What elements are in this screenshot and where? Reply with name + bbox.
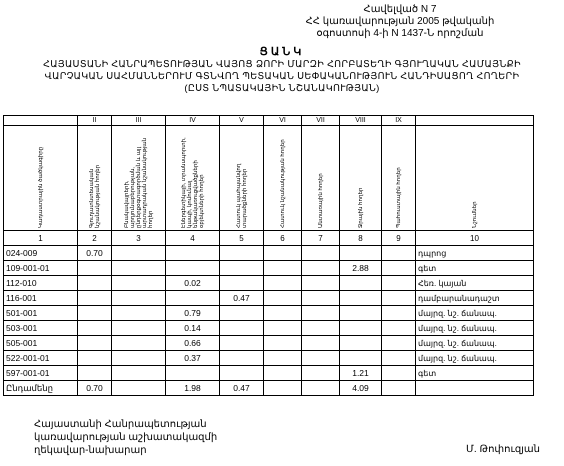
area-cell bbox=[302, 261, 340, 276]
area-cell bbox=[78, 261, 112, 276]
signatory-title bbox=[34, 418, 217, 457]
area-cell bbox=[220, 261, 264, 276]
area-cell bbox=[112, 306, 166, 321]
table-row bbox=[4, 366, 534, 381]
area-cell bbox=[302, 306, 340, 321]
area-cell bbox=[166, 261, 220, 276]
signatory-line: կառավարության աշխատակազմի bbox=[34, 432, 218, 443]
total-cell: 1.98 bbox=[166, 381, 220, 396]
appendix-line: Հավելված N 7 bbox=[363, 4, 437, 15]
area-cell bbox=[340, 306, 382, 321]
area-cell bbox=[340, 321, 382, 336]
total-cell bbox=[302, 381, 340, 396]
area-cell bbox=[112, 321, 166, 336]
area-cell bbox=[302, 291, 340, 306]
header-cell: VI Հատուկ նշանակության հողեր bbox=[264, 116, 302, 231]
cadastral-code: 503-001 bbox=[4, 321, 78, 336]
area-cell bbox=[264, 261, 302, 276]
table-row bbox=[4, 276, 534, 291]
area-cell bbox=[382, 336, 416, 351]
title-line: ՀԱՅԱՍՏԱՆԻ ՀԱՆՐԱՊԵՏՈՒԹՅԱՆ ՎԱՅՈՑ ՁՈՐԻ ՄԱՐԶԻ ՀՈՐԲԱՏԵՂԻ ԳՅՈՒՂԱԿԱՆ ՀԱՄԱՅՆՔԻ bbox=[43, 59, 521, 70]
cadastral-code: 116-001 bbox=[4, 291, 78, 306]
area-cell bbox=[78, 276, 112, 291]
column-number-row bbox=[4, 231, 534, 246]
area-cell bbox=[302, 351, 340, 366]
note-cell: մայրզ. նշ. ճանապ. bbox=[416, 321, 534, 336]
land-table bbox=[3, 115, 534, 396]
area-cell bbox=[78, 291, 112, 306]
area-cell bbox=[220, 276, 264, 291]
area-cell bbox=[112, 351, 166, 366]
cadastral-code: 505-001 bbox=[4, 336, 78, 351]
column-number: 5 bbox=[220, 231, 264, 246]
area-cell bbox=[264, 246, 302, 261]
header-cell: VIII Ջրային հողեր bbox=[340, 116, 382, 231]
column-number: 3 bbox=[112, 231, 166, 246]
title-line: ՎԱՐՉԱԿԱՆ ՍԱՀՄԱՆՆԵՐՈՒՄ ԳՏՆՎՈՂ ՊԵՏԱԿԱՆ ՍԵՓԱԿԱՆՈՒԹՅՈՒՆ ՀԱՆԴԻՍԱՑՈՂ ՀՈՂԵՐԻ bbox=[44, 71, 520, 82]
area-cell bbox=[382, 306, 416, 321]
total-cell: 4.09 bbox=[340, 381, 382, 396]
cadastral-code: 109-001-01 bbox=[4, 261, 78, 276]
signatory-name: Մ. Թոփուզյան bbox=[466, 444, 540, 455]
area-cell bbox=[220, 336, 264, 351]
area-cell bbox=[382, 291, 416, 306]
column-number: 4 bbox=[166, 231, 220, 246]
table-row bbox=[4, 246, 534, 261]
cadastral-code: 501-001 bbox=[4, 306, 78, 321]
title-main: ՑԱՆԿ bbox=[259, 46, 305, 58]
cadastral-code: 597-001-01 bbox=[4, 366, 78, 381]
area-cell bbox=[112, 246, 166, 261]
area-cell: 0.79 bbox=[166, 306, 220, 321]
area-cell bbox=[220, 246, 264, 261]
signatory-line: ղեկավար-նախարար bbox=[34, 445, 147, 456]
area-cell bbox=[264, 351, 302, 366]
header-cell: VII Անտառային հողեր bbox=[302, 116, 340, 231]
area-cell bbox=[112, 276, 166, 291]
area-cell bbox=[302, 246, 340, 261]
area-cell bbox=[220, 351, 264, 366]
area-cell bbox=[382, 246, 416, 261]
area-cell bbox=[112, 261, 166, 276]
appendix-header bbox=[270, 4, 530, 40]
area-cell bbox=[264, 336, 302, 351]
header-cell: Նշումներ bbox=[416, 116, 534, 231]
table-row bbox=[4, 291, 534, 306]
column-number: 10 bbox=[416, 231, 534, 246]
area-cell: 0.47 bbox=[220, 291, 264, 306]
area-cell bbox=[78, 336, 112, 351]
header-cell: V Հատուկ պահպանվող տարածքների հողեր bbox=[220, 116, 264, 231]
column-number: 1 bbox=[4, 231, 78, 246]
area-cell bbox=[78, 321, 112, 336]
table-row bbox=[4, 336, 534, 351]
area-cell bbox=[302, 336, 340, 351]
note-cell: դամբարանադաշտ bbox=[416, 291, 534, 306]
header-cell: II Գյուղատնտեսական նշանակության հողեր bbox=[78, 116, 112, 231]
area-cell bbox=[264, 366, 302, 381]
appendix-line: ՀՀ կառավարության 2005 թվականի bbox=[305, 16, 495, 27]
title-line: (ԸՍՏ ՆՊԱՏԱԿԱՅԻՆ ՆՇԱՆԱԿՈՒԹՅԱՆ) bbox=[184, 83, 380, 94]
area-cell bbox=[340, 246, 382, 261]
area-cell: 0.14 bbox=[166, 321, 220, 336]
area-cell bbox=[264, 306, 302, 321]
cadastral-code: 112-010 bbox=[4, 276, 78, 291]
area-cell bbox=[340, 291, 382, 306]
area-cell: 2.88 bbox=[340, 261, 382, 276]
document-title bbox=[0, 46, 564, 95]
column-number: 9 bbox=[382, 231, 416, 246]
total-cell bbox=[416, 381, 534, 396]
total-cell bbox=[382, 381, 416, 396]
header-cell: IX Պահուստային հողեր bbox=[382, 116, 416, 231]
area-cell: 1.21 bbox=[340, 366, 382, 381]
area-cell bbox=[264, 276, 302, 291]
area-cell bbox=[340, 351, 382, 366]
total-cell bbox=[264, 381, 302, 396]
area-cell bbox=[166, 291, 220, 306]
cadastral-code: 522-001-01 bbox=[4, 351, 78, 366]
total-label: Ընդամենը bbox=[4, 381, 78, 396]
table-body bbox=[4, 246, 534, 381]
area-cell bbox=[166, 366, 220, 381]
table-row bbox=[4, 351, 534, 366]
total-cell bbox=[112, 381, 166, 396]
table-header-row bbox=[4, 116, 534, 231]
area-cell bbox=[340, 276, 382, 291]
header-cell: III Բնակավայրերի, արդյունաբերության, ընդերքօգտագործման և այլ արտադրական նշանակության հողեր bbox=[112, 116, 166, 231]
area-cell bbox=[112, 366, 166, 381]
note-cell: դպրոց bbox=[416, 246, 534, 261]
header-cell: IV Էներգետիկայի, տրանսպորտի, կապի, կոմունալ ենթակառուցվածքների օբյեկտների հողեր bbox=[166, 116, 220, 231]
area-cell bbox=[78, 306, 112, 321]
area-cell bbox=[112, 336, 166, 351]
area-cell bbox=[264, 321, 302, 336]
note-cell: գետ bbox=[416, 261, 534, 276]
area-cell: 0.37 bbox=[166, 351, 220, 366]
column-number: 8 bbox=[340, 231, 382, 246]
table-row bbox=[4, 321, 534, 336]
note-cell: մայրզ. նշ. ճանապ. bbox=[416, 351, 534, 366]
area-cell bbox=[382, 321, 416, 336]
header-cell: Կադաստրային ծածկագիրը bbox=[4, 116, 78, 231]
area-cell bbox=[382, 276, 416, 291]
area-cell bbox=[302, 276, 340, 291]
area-cell bbox=[382, 261, 416, 276]
area-cell bbox=[220, 306, 264, 321]
note-cell: մայրզ. նշ. ճանապ. bbox=[416, 336, 534, 351]
area-cell bbox=[382, 351, 416, 366]
cadastral-code: 024-009 bbox=[4, 246, 78, 261]
area-cell bbox=[78, 351, 112, 366]
area-cell bbox=[112, 291, 166, 306]
column-number: 7 bbox=[302, 231, 340, 246]
area-cell bbox=[220, 366, 264, 381]
area-cell bbox=[382, 366, 416, 381]
total-cell: 0.70 bbox=[78, 381, 112, 396]
area-cell: 0.02 bbox=[166, 276, 220, 291]
column-number: 2 bbox=[78, 231, 112, 246]
area-cell bbox=[264, 291, 302, 306]
area-cell bbox=[166, 246, 220, 261]
note-cell: Հեռ. կայան bbox=[416, 276, 534, 291]
area-cell: 0.70 bbox=[78, 246, 112, 261]
note-cell: գետ bbox=[416, 366, 534, 381]
area-cell bbox=[340, 336, 382, 351]
area-cell bbox=[302, 321, 340, 336]
area-cell bbox=[302, 366, 340, 381]
appendix-line: օգոստոսի 4-ի N 1437-Ն որոշման bbox=[316, 28, 484, 39]
note-cell: մայրզ. նշ. ճանապ. bbox=[416, 306, 534, 321]
area-cell: 0.66 bbox=[166, 336, 220, 351]
total-cell: 0.47 bbox=[220, 381, 264, 396]
table-row bbox=[4, 261, 534, 276]
area-cell bbox=[78, 366, 112, 381]
table-row bbox=[4, 306, 534, 321]
signatory-line: Հայաստանի Հանրապետության bbox=[34, 419, 207, 430]
column-number: 6 bbox=[264, 231, 302, 246]
area-cell bbox=[220, 321, 264, 336]
total-row bbox=[4, 381, 534, 396]
